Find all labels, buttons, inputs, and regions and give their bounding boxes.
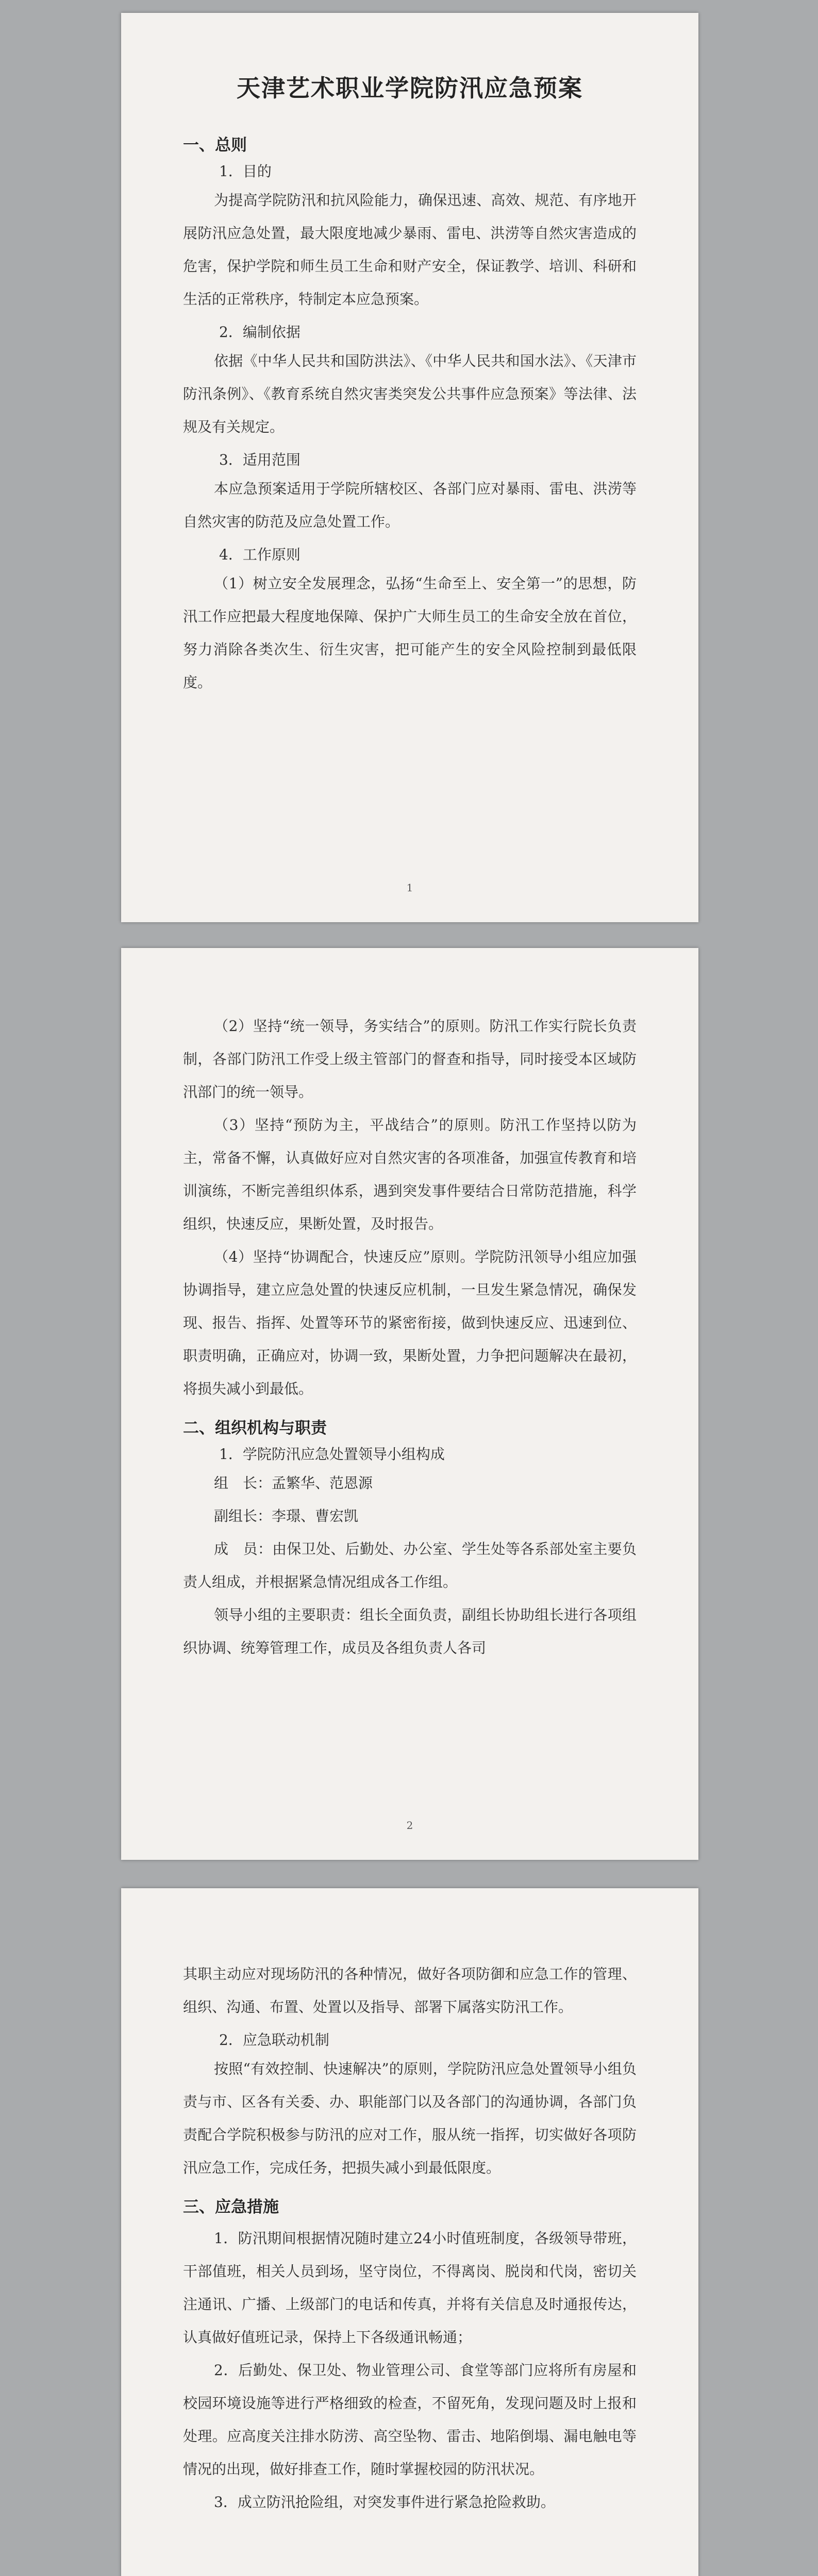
paragraph-principle-3: （3）坚持“预防为主，平战结合”的原则。防汛工作坚持以防为主，常备不懈，认真做好应对自然灾害的各项准备，加强宣传教育和培训演练，不断完善组织体系，遇到突发事件要结合日常防范措施，科学组织，快速反应，果断处置，及时报告。 xyxy=(183,1116,637,1232)
paragraph-measure-1: 1．防汛期间根据情况随时建立24小时值班制度，各级领导带班，干部值班，相关人员到场，坚守岗位，不得离岗、脱岗和代岗，密切关注通讯、广播、上级部门的电话和传真，并将有关信息及时通报传达，认真做好值班记录，保持上下各级通讯畅通； xyxy=(183,2230,637,2346)
section-heading-general: 一、总则 xyxy=(183,136,247,155)
paragraph-principle-1: （1）树立安全发展理念，弘扬“生命至上、安全第一”的思想，防汛工作应把最大程度地保障、保护广大师生员工的生命安全放在首位，努力消除各类次生、衍生灾害，把可能产生的安全风险控制到最低限度。 xyxy=(183,575,637,691)
deputy-leader-line: 副组长：李璟、曹宏凯 xyxy=(214,1507,359,1524)
paragraph-measure-2: 2．后勤处、保卫处、物业管理公司、食堂等部门应将所有房屋和校园环境设施等进行严格细致的检查，不留死角，发现问题及时上报和处理。应高度关注排水防涝、高空坠物、雷击、地陷倒塌、漏电触电等情况的出现，做好排查工作，随时掌握校园的防汛状况。 xyxy=(183,2362,637,2478)
members-paragraph: 成 员：由保卫处、后勤处、办公室、学生处等各系部处室主要负责人组成，并根据紧急情况组成各工作组。 xyxy=(183,1540,637,1590)
paragraph-principle-2: （2）坚持“统一领导，务实结合”的原则。防汛工作实行院长负责制，各部门防汛工作受上级主管部门的督查和指导，同时接受本区域防汛部门的统一领导。 xyxy=(183,1018,637,1100)
paragraph-linkage: 按照“有效控制、快速解决”的原则，学院防汛应急处置领导小组负责与市、区各有关委、办、职能部门以及各部门的沟通协调，各部门负责配合学院积极参与防汛的应对工作，服从统一指挥，切实做好各项防汛应急工作，完成任务，把损失减小到最低限度。 xyxy=(183,2060,637,2176)
subheading-principles: 4．工作原则 xyxy=(219,546,301,563)
subheading-purpose: 1．目的 xyxy=(219,163,272,180)
subheading-scope: 3．适用范围 xyxy=(219,451,301,468)
leader-line: 组 长：孟繁华、范恩源 xyxy=(214,1475,373,1492)
page-number: 1 xyxy=(406,882,413,894)
document-title: 天津艺术职业学院防汛应急预案 xyxy=(237,74,583,102)
subheading-linkage: 2．应急联动机制 xyxy=(219,2031,329,2048)
paragraph-basis: 依据《中华人民共和国防洪法》、《中华人民共和国水法》、《天津市防汛条例》、《教育系统自然灾害类突发公共事件应急预案》等法律、法规及有关规定。 xyxy=(183,352,637,435)
document-page-2 xyxy=(121,948,698,1860)
paragraph-measure-3: 3．成立防汛抢险组，对突发事件进行紧急抢险救助。 xyxy=(214,2494,555,2511)
paragraph-purpose: 为提高学院防汛和抗风险能力，确保迅速、高效、规范、有序地开展防汛应急处置，最大限度地减少暴雨、雷电、洪涝等自然灾害造成的危害，保护学院和师生员工生命和财产安全，保证教学、培训、科研和生活的正常秩序，特制定本应急预案。 xyxy=(183,192,637,308)
document-page-3 xyxy=(121,1888,698,2576)
section-heading-measures: 三、应急措施 xyxy=(183,2198,279,2216)
document-page-1 xyxy=(121,13,698,922)
section-heading-organization: 二、组织机构与职责 xyxy=(183,1419,327,1437)
paragraph-duties: 领导小组的主要职责：组长全面负责，副组长协助组长进行各项组织协调、统筹管理工作，成员及各组负责人各司 xyxy=(183,1606,637,1656)
page-number: 2 xyxy=(406,1819,413,1832)
subheading-basis: 2．编制依据 xyxy=(219,324,301,341)
subheading-leadership-group: 1．学院防汛应急处置领导小组构成 xyxy=(219,1446,445,1463)
paragraph-duties-continued: 其职主动应对现场防汛的各种情况，做好各项防御和应急工作的管理、组织、沟通、布置、处置以及指导、部署下属落实防汛工作。 xyxy=(183,1965,637,2015)
paragraph-scope: 本应急预案适用于学院所辖校区、各部门应对暴雨、雷电、洪涝等自然灾害的防范及应急处置工作。 xyxy=(183,480,637,530)
paragraph-principle-4: （4）坚持“协调配合，快速反应”原则。学院防汛领导小组应加强协调指导，建立应急处置的快速反应机制，一旦发生紧急情况，确保发现、报告、指挥、处置等环节的紧密衔接，做到快速反应、迅速到位、职责明确，正确应对，协调一致，果断处置，力争把问题解决在最初，将损失减小到最低。 xyxy=(183,1248,637,1397)
